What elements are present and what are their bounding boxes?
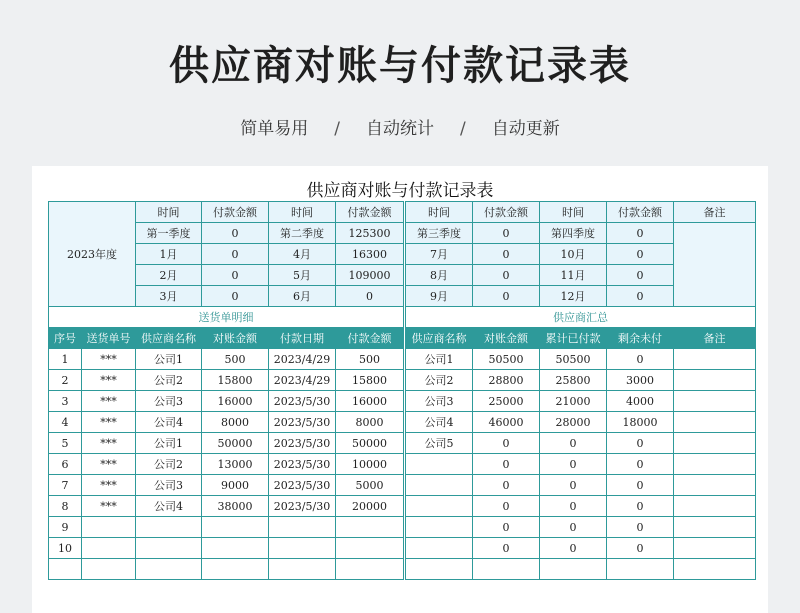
table-cell[interactable] [406, 559, 473, 580]
table-cell[interactable]: 0 [540, 517, 607, 538]
column-header: 序号 [49, 328, 82, 349]
table-cell[interactable]: 0 [540, 538, 607, 559]
table-row [49, 412, 404, 433]
table-cell[interactable] [406, 538, 473, 559]
table-cell[interactable]: 16000 [202, 391, 269, 412]
table-cell[interactable]: 0 [607, 454, 674, 475]
table-cell[interactable] [269, 517, 336, 538]
column-header: 对账金额 [473, 328, 540, 349]
table-cell[interactable]: 20000 [336, 496, 404, 517]
summary-cell[interactable]: 0 [607, 265, 674, 286]
table-cell[interactable] [674, 517, 756, 538]
column-header: 备注 [674, 328, 756, 349]
table-cell[interactable]: 0 [607, 433, 674, 454]
column-header: 送货单号 [82, 328, 136, 349]
table-cell[interactable]: 0 [473, 517, 540, 538]
table-cell[interactable]: 0 [607, 349, 674, 370]
summary-cell[interactable]: 5月 [269, 265, 336, 286]
summary-header: 付款金额 [202, 202, 269, 223]
table-cell[interactable] [136, 538, 202, 559]
table-cell[interactable]: 4000 [607, 391, 674, 412]
table-cell[interactable]: 0 [607, 475, 674, 496]
table-cell[interactable] [269, 538, 336, 559]
table-cell[interactable]: 2023/5/30 [269, 454, 336, 475]
column-header: 对账金额 [202, 328, 269, 349]
table-cell[interactable]: 2023/5/30 [269, 391, 336, 412]
table-row [49, 559, 404, 580]
summary-cell[interactable]: 9月 [406, 286, 473, 307]
summary-header: 付款金额 [473, 202, 540, 223]
table-cell[interactable]: 50000 [336, 433, 404, 454]
summary-header: 付款金额 [607, 202, 674, 223]
table-cell[interactable] [674, 538, 756, 559]
table-cell[interactable]: *** [82, 454, 136, 475]
table-cell[interactable]: 2023/4/29 [269, 370, 336, 391]
summary-cell[interactable]: 0 [473, 244, 540, 265]
table-cell[interactable]: *** [82, 370, 136, 391]
table-cell[interactable] [49, 559, 82, 580]
table-row [49, 517, 404, 538]
summary-cell[interactable]: 11月 [540, 265, 607, 286]
table-cell[interactable]: 7 [49, 475, 82, 496]
table-cell[interactable]: 2023/4/29 [269, 349, 336, 370]
table-cell[interactable] [82, 559, 136, 580]
summary-cell[interactable]: 2月 [136, 265, 202, 286]
right-table [405, 201, 756, 580]
table-row [406, 496, 756, 517]
table-cell[interactable] [336, 559, 404, 580]
table-cell[interactable] [336, 517, 404, 538]
table-cell[interactable]: 公司5 [406, 433, 473, 454]
table-cell[interactable]: 5 [49, 433, 82, 454]
summary-cell[interactable]: 0 [202, 286, 269, 307]
table-cell[interactable]: 0 [473, 475, 540, 496]
table-cell[interactable]: 50000 [202, 433, 269, 454]
table-cell[interactable]: 9000 [202, 475, 269, 496]
table-row [406, 475, 756, 496]
summary-cell[interactable]: 8月 [406, 265, 473, 286]
summary-cell[interactable]: 第三季度 [406, 223, 473, 244]
table-cell[interactable]: 10000 [336, 454, 404, 475]
table-cell[interactable]: 0 [473, 454, 540, 475]
summary-cell[interactable]: 4月 [269, 244, 336, 265]
table-cell[interactable] [607, 559, 674, 580]
summary-cell[interactable]: 0 [607, 244, 674, 265]
table-cell[interactable]: 50500 [473, 349, 540, 370]
table-cell[interactable]: 公司3 [136, 475, 202, 496]
table-cell[interactable]: 0 [607, 496, 674, 517]
column-header: 供应商名称 [136, 328, 202, 349]
subtitle-item-3: 自动更新 [491, 119, 560, 139]
column-header: 累计已付款 [540, 328, 607, 349]
table-cell[interactable] [82, 517, 136, 538]
table-cell[interactable] [674, 412, 756, 433]
table-cell[interactable]: 28800 [473, 370, 540, 391]
table-cell[interactable]: 公司4 [136, 496, 202, 517]
table-cell[interactable]: 13000 [202, 454, 269, 475]
table-cell[interactable]: 10 [49, 538, 82, 559]
table-cell[interactable]: 25800 [540, 370, 607, 391]
table-cell[interactable] [269, 559, 336, 580]
subtitle-separator: / [460, 119, 466, 139]
sheet-title: 供应商对账与付款记录表 [306, 181, 494, 201]
table-cell[interactable]: 3000 [607, 370, 674, 391]
table-cell[interactable] [674, 496, 756, 517]
table-cell[interactable] [674, 349, 756, 370]
table-cell[interactable]: 4 [49, 412, 82, 433]
table-cell[interactable]: *** [82, 433, 136, 454]
table-cell[interactable]: 38000 [202, 496, 269, 517]
table-row [406, 559, 756, 580]
table-row [406, 370, 756, 391]
summary-cell[interactable]: 7月 [406, 244, 473, 265]
table-row [49, 349, 404, 370]
table-cell[interactable]: 15800 [336, 370, 404, 391]
summary-cell[interactable]: 16300 [336, 244, 404, 265]
table-cell[interactable] [202, 517, 269, 538]
table-cell[interactable] [406, 517, 473, 538]
table-cell[interactable]: 46000 [473, 412, 540, 433]
table-cell[interactable]: 25000 [473, 391, 540, 412]
column-header: 付款金额 [336, 328, 404, 349]
remark-cell[interactable] [674, 223, 756, 307]
summary-cell[interactable]: 第二季度 [269, 223, 336, 244]
summary-cell[interactable]: 0 [202, 265, 269, 286]
table-row [406, 391, 756, 412]
table-cell[interactable] [674, 559, 756, 580]
summary-header: 时间 [406, 202, 473, 223]
table-cell[interactable]: 21000 [540, 391, 607, 412]
summary-cell[interactable]: 0 [607, 223, 674, 244]
summary-cell[interactable]: 6月 [269, 286, 336, 307]
table-cell[interactable]: 0 [540, 454, 607, 475]
summary-cell[interactable]: 0 [473, 265, 540, 286]
summary-header: 时间 [540, 202, 607, 223]
table-cell[interactable]: 8000 [202, 412, 269, 433]
table-cell[interactable]: 公司3 [136, 391, 202, 412]
subtitle-separator: / [334, 119, 340, 139]
table-cell[interactable]: 0 [607, 538, 674, 559]
table-cell[interactable]: 0 [473, 496, 540, 517]
table-row [49, 496, 404, 517]
summary-cell[interactable]: 0 [202, 244, 269, 265]
table-cell[interactable] [202, 538, 269, 559]
table-cell[interactable] [136, 559, 202, 580]
table-cell[interactable] [202, 559, 269, 580]
table-cell[interactable]: 公司1 [136, 433, 202, 454]
table-cell[interactable]: *** [82, 496, 136, 517]
table-cell[interactable] [406, 496, 473, 517]
summary-cell[interactable]: 0 [336, 286, 404, 307]
table-cell[interactable]: 28000 [540, 412, 607, 433]
table-cell[interactable]: 2023/5/30 [269, 412, 336, 433]
summary-cell[interactable]: 0 [202, 223, 269, 244]
table-cell[interactable]: 公司2 [406, 370, 473, 391]
table-cell[interactable]: 8000 [336, 412, 404, 433]
table-cell[interactable]: 3 [49, 391, 82, 412]
table-cell[interactable] [674, 433, 756, 454]
table-cell[interactable] [406, 475, 473, 496]
left-table [48, 201, 404, 580]
subtitle [0, 114, 800, 139]
table-cell[interactable]: 公司2 [136, 370, 202, 391]
table-row [49, 391, 404, 412]
table-cell[interactable]: 16000 [336, 391, 404, 412]
table-cell[interactable]: 公司4 [406, 412, 473, 433]
table-cell[interactable]: 2023/5/30 [269, 433, 336, 454]
table-cell[interactable]: 1 [49, 349, 82, 370]
table-row [406, 349, 756, 370]
summary-cell[interactable]: 1月 [136, 244, 202, 265]
table-cell[interactable]: 0 [540, 475, 607, 496]
summary-cell[interactable]: 0 [473, 286, 540, 307]
table-row [49, 475, 404, 496]
table-cell[interactable] [674, 370, 756, 391]
summary-header: 时间 [269, 202, 336, 223]
table-row [406, 454, 756, 475]
summary-cell[interactable]: 10月 [540, 244, 607, 265]
table-cell[interactable]: 公司2 [136, 454, 202, 475]
year-label: 2023年度 [49, 202, 136, 307]
table-row [49, 454, 404, 475]
table-row [49, 538, 404, 559]
table-cell[interactable]: 50500 [540, 349, 607, 370]
table-cell[interactable] [674, 475, 756, 496]
table-row [406, 412, 756, 433]
table-cell[interactable]: *** [82, 391, 136, 412]
section-title-delivery: 送货单明细 [49, 307, 404, 328]
table-cell[interactable]: 2 [49, 370, 82, 391]
table-cell[interactable]: 0 [540, 496, 607, 517]
table-cell[interactable]: 9 [49, 517, 82, 538]
summary-cell[interactable]: 0 [607, 286, 674, 307]
subtitle-item-2: 自动统计 [366, 119, 434, 139]
column-header: 供应商名称 [406, 328, 473, 349]
table-cell[interactable]: *** [82, 349, 136, 370]
table-row [406, 433, 756, 454]
supplier-rows [406, 349, 756, 580]
table-cell[interactable] [674, 391, 756, 412]
table-cell[interactable]: 2023/5/30 [269, 475, 336, 496]
table-cell[interactable]: 0 [540, 433, 607, 454]
table-cell[interactable]: 8 [49, 496, 82, 517]
table-cell[interactable]: *** [82, 475, 136, 496]
table-cell[interactable] [540, 559, 607, 580]
table-cell[interactable] [136, 517, 202, 538]
table-cell[interactable] [406, 454, 473, 475]
table-row [406, 517, 756, 538]
table-cell[interactable]: 0 [473, 433, 540, 454]
summary-cell[interactable]: 第四季度 [540, 223, 607, 244]
column-header: 付款日期 [269, 328, 336, 349]
summary-cell[interactable]: 0 [473, 223, 540, 244]
summary-cell[interactable]: 125300 [336, 223, 404, 244]
table-cell[interactable]: 18000 [607, 412, 674, 433]
table-row [406, 538, 756, 559]
table-cell[interactable]: 6 [49, 454, 82, 475]
summary-cell[interactable]: 第一季度 [136, 223, 202, 244]
section-title-supplier: 供应商汇总 [406, 307, 756, 328]
table-cell[interactable] [336, 538, 404, 559]
table-row [49, 433, 404, 454]
table-cell[interactable] [82, 538, 136, 559]
table-cell[interactable]: 公司1 [136, 349, 202, 370]
spreadsheet [32, 166, 768, 613]
table-cell[interactable]: 公司1 [406, 349, 473, 370]
summary-header: 备注 [674, 202, 756, 223]
table-cell[interactable]: 2023/5/30 [269, 496, 336, 517]
summary-header: 付款金额 [336, 202, 404, 223]
table-cell[interactable]: 500 [202, 349, 269, 370]
summary-cell[interactable]: 12月 [540, 286, 607, 307]
table-cell[interactable]: *** [82, 412, 136, 433]
table-cell[interactable] [473, 559, 540, 580]
table-cell[interactable]: 0 [473, 538, 540, 559]
summary-header: 时间 [136, 202, 202, 223]
table-cell[interactable]: 公司4 [136, 412, 202, 433]
column-header: 剩余未付 [607, 328, 674, 349]
table-row [49, 370, 404, 391]
summary-cell[interactable]: 3月 [136, 286, 202, 307]
table-cell[interactable]: 500 [336, 349, 404, 370]
table-cell[interactable] [674, 454, 756, 475]
table-cell[interactable]: 公司3 [406, 391, 473, 412]
page-title: 供应商对账与付款记录表 [169, 43, 631, 89]
table-cell[interactable]: 5000 [336, 475, 404, 496]
table-cell[interactable]: 0 [607, 517, 674, 538]
summary-cell[interactable]: 109000 [336, 265, 404, 286]
subtitle-item-1: 简单易用 [240, 119, 309, 139]
delivery-rows [49, 349, 404, 580]
table-cell[interactable]: 15800 [202, 370, 269, 391]
